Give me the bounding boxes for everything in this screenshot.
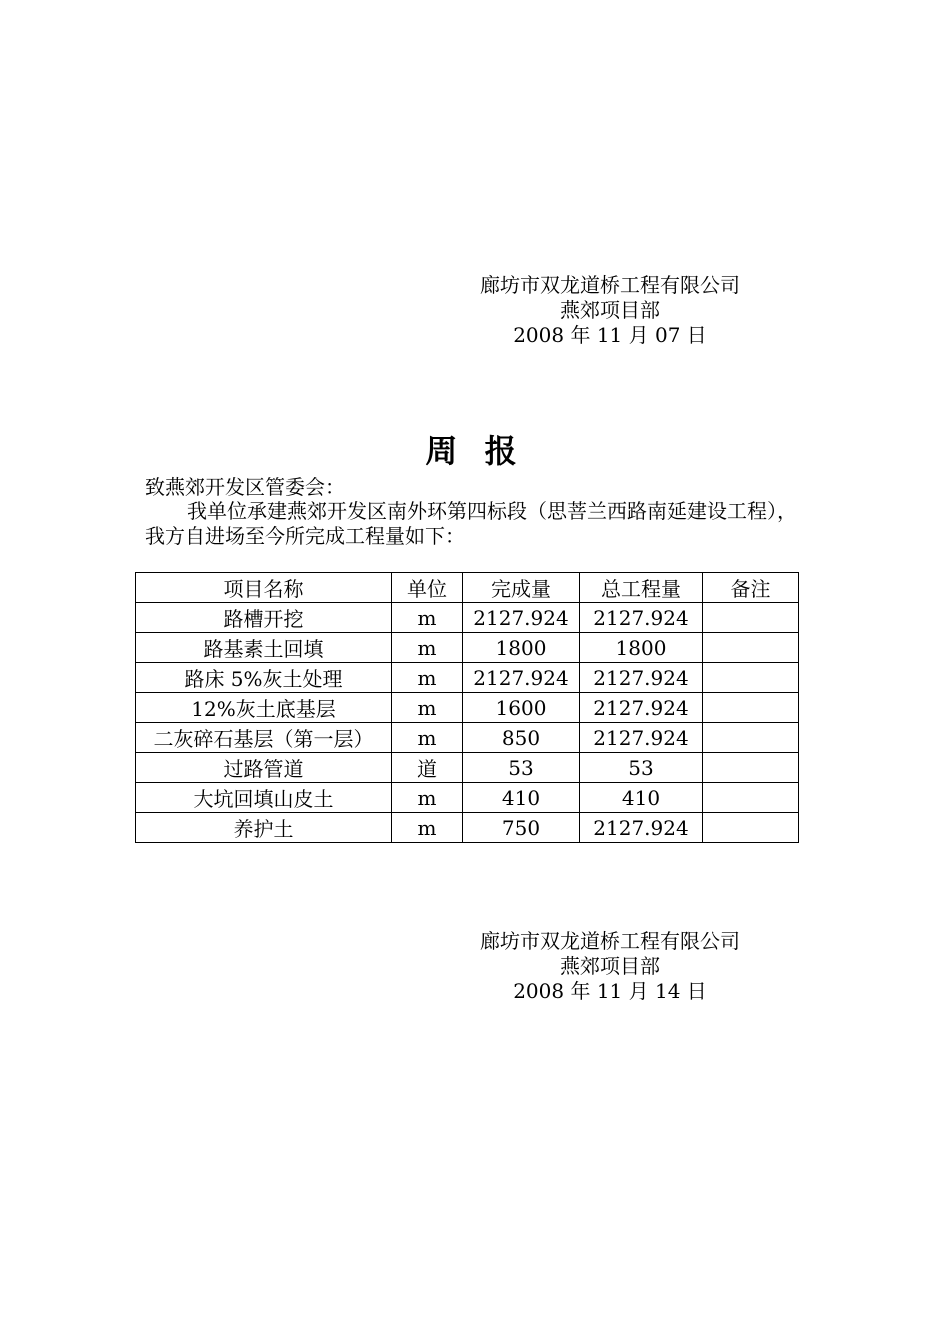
cell-unit: m bbox=[392, 723, 463, 753]
cell-remarks bbox=[703, 663, 799, 693]
cell-completed: 1800 bbox=[463, 633, 580, 663]
cell-item-name: 12%灰土底基层 bbox=[136, 693, 392, 723]
salutation: 致燕郊开发区管委会： bbox=[145, 475, 345, 499]
header-completed: 完成量 bbox=[463, 573, 580, 603]
cell-remarks bbox=[703, 723, 799, 753]
work-quantity-table bbox=[135, 572, 799, 843]
cell-completed: 1600 bbox=[463, 693, 580, 723]
cell-completed: 750 bbox=[463, 813, 580, 843]
cell-total: 2127.924 bbox=[580, 813, 703, 843]
cell-remarks bbox=[703, 783, 799, 813]
cell-remarks bbox=[703, 633, 799, 663]
cell-total: 410 bbox=[580, 783, 703, 813]
footer-signature bbox=[455, 929, 765, 1004]
header-date: 2008 年 11 月 07 日 bbox=[513, 323, 707, 347]
cell-total: 2127.924 bbox=[580, 693, 703, 723]
cell-total: 1800 bbox=[580, 633, 703, 663]
cell-item-name: 路基素土回填 bbox=[136, 633, 392, 663]
cell-unit: m bbox=[392, 693, 463, 723]
cell-remarks bbox=[703, 693, 799, 723]
cell-total: 2127.924 bbox=[580, 603, 703, 633]
cell-completed: 2127.924 bbox=[463, 663, 580, 693]
cell-remarks bbox=[703, 813, 799, 843]
footer-department: 燕郊项目部 bbox=[560, 954, 660, 978]
table-header-row bbox=[136, 573, 799, 603]
cell-unit: 道 bbox=[392, 753, 463, 783]
footer-date: 2008 年 11 月 14 日 bbox=[513, 979, 707, 1003]
footer-company: 廊坊市双龙道桥工程有限公司 bbox=[480, 929, 740, 953]
cell-item-name: 路床 5%灰土处理 bbox=[136, 663, 392, 693]
cell-unit: m bbox=[392, 603, 463, 633]
header-unit: 单位 bbox=[392, 573, 463, 603]
table-row bbox=[136, 813, 799, 843]
table-row bbox=[136, 783, 799, 813]
table-row bbox=[136, 663, 799, 693]
cell-total: 2127.924 bbox=[580, 663, 703, 693]
table-row bbox=[136, 753, 799, 783]
cell-completed: 53 bbox=[463, 753, 580, 783]
header-signature bbox=[455, 273, 765, 348]
header-department: 燕郊项目部 bbox=[560, 298, 660, 322]
header-company: 廊坊市双龙道桥工程有限公司 bbox=[480, 273, 740, 297]
cell-remarks bbox=[703, 753, 799, 783]
cell-item-name: 过路管道 bbox=[136, 753, 392, 783]
cell-unit: m bbox=[392, 663, 463, 693]
cell-completed: 2127.924 bbox=[463, 603, 580, 633]
table-row bbox=[136, 693, 799, 723]
body-paragraph: 我单位承建燕郊开发区南外环第四标段（思菩兰西路南延建设工程），我方自进场至今所完成工程量如下： bbox=[145, 499, 797, 548]
cell-remarks bbox=[703, 603, 799, 633]
cell-item-name: 二灰碎石基层（第一层） bbox=[136, 723, 392, 753]
header-remarks: 备注 bbox=[703, 573, 799, 603]
cell-unit: m bbox=[392, 783, 463, 813]
cell-item-name: 大坑回填山皮土 bbox=[136, 783, 392, 813]
cell-completed: 850 bbox=[463, 723, 580, 753]
cell-completed: 410 bbox=[463, 783, 580, 813]
cell-total: 53 bbox=[580, 753, 703, 783]
cell-total: 2127.924 bbox=[580, 723, 703, 753]
cell-item-name: 养护土 bbox=[136, 813, 392, 843]
table-row bbox=[136, 723, 799, 753]
report-title: 周 报 bbox=[425, 432, 525, 470]
table-row bbox=[136, 633, 799, 663]
cell-unit: m bbox=[392, 813, 463, 843]
cell-unit: m bbox=[392, 633, 463, 663]
header-item-name: 项目名称 bbox=[136, 573, 392, 603]
header-total: 总工程量 bbox=[580, 573, 703, 603]
table-row bbox=[136, 603, 799, 633]
cell-item-name: 路槽开挖 bbox=[136, 603, 392, 633]
